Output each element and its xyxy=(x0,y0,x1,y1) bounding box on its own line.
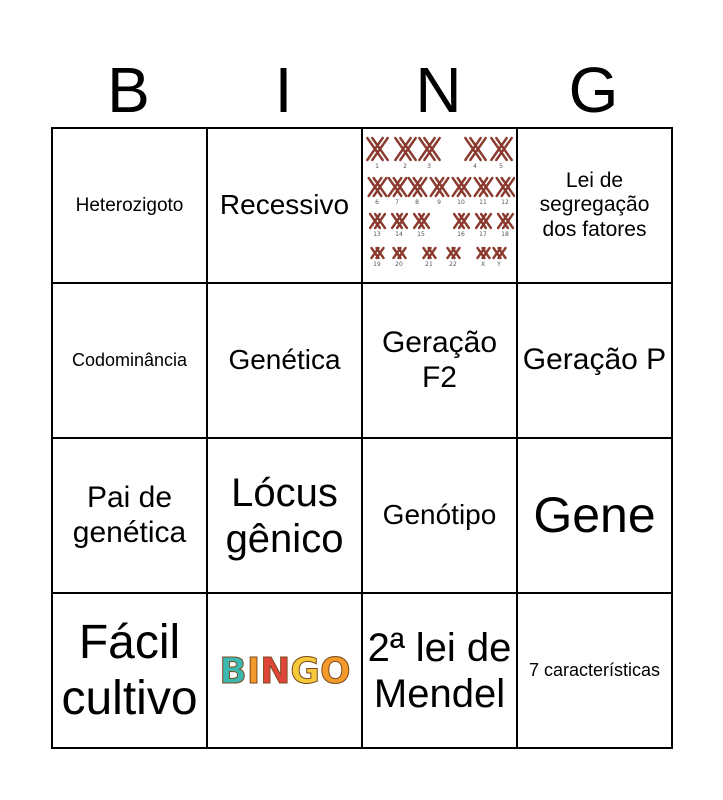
bingo-cell-genetica[interactable] xyxy=(207,283,362,438)
chromosome-pair xyxy=(491,138,511,160)
chromosome-label: 10 xyxy=(457,198,465,206)
chromosome-pair xyxy=(369,178,387,196)
bingo-logo-letter: O xyxy=(319,650,351,692)
chromosome-pair xyxy=(409,178,427,196)
chromosome-pair xyxy=(414,214,429,228)
bingo-header xyxy=(51,52,671,128)
chromosome-label: 17 xyxy=(479,230,487,238)
bingo-cell-karyotype-image[interactable] xyxy=(362,128,517,283)
chromosome-label: 5 xyxy=(499,162,503,170)
cell-text: Geração P xyxy=(522,343,667,377)
chromosome-label: 3 xyxy=(427,162,431,170)
cell-text: Lei de segregação dos fatores xyxy=(539,169,650,241)
bingo-row-1 xyxy=(52,128,672,283)
bingo-cell-geracao-f2[interactable] xyxy=(362,283,517,438)
bingo-logo-letter: B xyxy=(218,650,247,692)
chromosome-pair xyxy=(370,214,385,228)
chromosome-pair xyxy=(453,178,471,196)
bingo-cell-codominancia[interactable] xyxy=(52,283,207,438)
chromosome-pair xyxy=(494,248,506,258)
chromosome-label: 7 xyxy=(395,198,399,206)
bingo-cell-genotipo[interactable] xyxy=(362,438,517,593)
chromosome-pair xyxy=(454,214,469,228)
chromosome-label: X xyxy=(480,260,486,268)
bingo-cell-7-caracteristicas[interactable] xyxy=(517,593,672,748)
bingo-logo-letter: G xyxy=(289,650,320,692)
cell-text: Geração F2 xyxy=(381,326,498,394)
chromosome-pair xyxy=(475,178,493,196)
chromosome-label: 13 xyxy=(373,230,381,238)
chromosome-label: 22 xyxy=(449,260,457,268)
chromosome-label: 4 xyxy=(473,162,477,170)
chromosome-label: 12 xyxy=(501,198,509,206)
chromosome-label: 1 xyxy=(375,162,379,170)
cell-text: Fácil cultivo xyxy=(61,616,198,725)
bingo-cell-pai-de-genetica[interactable] xyxy=(52,438,207,593)
chromosome-pair xyxy=(478,248,490,258)
bingo-logo xyxy=(211,641,359,701)
chromosome-pair xyxy=(392,214,407,228)
bingo-cell-facil-cultivo[interactable] xyxy=(52,593,207,748)
chromosome-label: 18 xyxy=(501,230,509,238)
bingo-row-3 xyxy=(52,438,672,593)
header-letter-b: B xyxy=(107,54,150,126)
header-letter-g: G xyxy=(568,54,619,126)
chromosome-label: Y xyxy=(497,260,501,268)
bingo-cell-geracao-p[interactable] xyxy=(517,283,672,438)
bingo-cell-lei-de-segregacao[interactable] xyxy=(517,128,672,283)
karyotype-image xyxy=(365,133,515,279)
chromosome-label: 2 xyxy=(403,162,407,170)
bingo-cell-free-space[interactable] xyxy=(207,593,362,748)
chromosome-pair xyxy=(497,178,515,196)
chromosome-label: 21 xyxy=(425,260,433,268)
chromosome-label: 15 xyxy=(417,230,425,238)
header-letter-i: I xyxy=(274,54,293,126)
bingo-logo-text xyxy=(219,651,350,692)
chromosome-pair xyxy=(395,138,415,160)
chromosome-pair xyxy=(424,248,436,258)
chromosome-label: 19 xyxy=(373,260,381,268)
bingo-cell-gene[interactable] xyxy=(517,438,672,593)
chromosome-label: 14 xyxy=(395,230,403,238)
chromosome-pair xyxy=(367,138,387,160)
chromosome-pair xyxy=(448,248,460,258)
bingo-row-2 xyxy=(52,283,672,438)
cell-text: 2ª lei de Mendel xyxy=(367,625,512,716)
chromosome-pair xyxy=(431,178,449,196)
cell-text: Heterozigoto xyxy=(75,194,184,216)
cell-text: Genética xyxy=(228,344,341,376)
cell-text: Genótipo xyxy=(382,499,497,531)
bingo-cell-recessivo[interactable] xyxy=(207,128,362,283)
cell-text: Lócus gênico xyxy=(225,470,344,561)
chromosome-pair xyxy=(465,138,485,160)
cell-text: Gene xyxy=(533,486,656,543)
chromosome-pair xyxy=(476,214,491,228)
chromosome-label: 9 xyxy=(437,198,441,206)
cell-text: Recessivo xyxy=(219,189,350,221)
chromosome-label: 16 xyxy=(457,230,465,238)
bingo-card xyxy=(51,127,673,749)
bingo-cell-heterozigoto[interactable] xyxy=(52,128,207,283)
chromosome-pair xyxy=(498,214,513,228)
cell-text: Pai de genética xyxy=(72,481,187,549)
cell-text: 7 características xyxy=(528,660,661,681)
bingo-cell-locus-genico[interactable] xyxy=(207,438,362,593)
chromosome-label: 20 xyxy=(395,260,403,268)
chromosome-pair xyxy=(389,178,407,196)
chromosome-label: 8 xyxy=(415,198,419,206)
bingo-cell-segunda-lei[interactable] xyxy=(362,593,517,748)
chromosome-pair xyxy=(419,138,439,160)
bingo-logo-letter: I xyxy=(246,650,260,692)
header-letter-n: N xyxy=(415,54,462,126)
chromosome-pair xyxy=(394,248,406,258)
chromosome-label: 11 xyxy=(479,198,487,206)
bingo-row-4 xyxy=(52,593,672,748)
chromosome-label: 6 xyxy=(375,198,379,206)
chromosome-pair xyxy=(372,248,384,258)
cell-text: Codominância xyxy=(71,350,188,371)
bingo-logo-letter: N xyxy=(259,650,290,692)
